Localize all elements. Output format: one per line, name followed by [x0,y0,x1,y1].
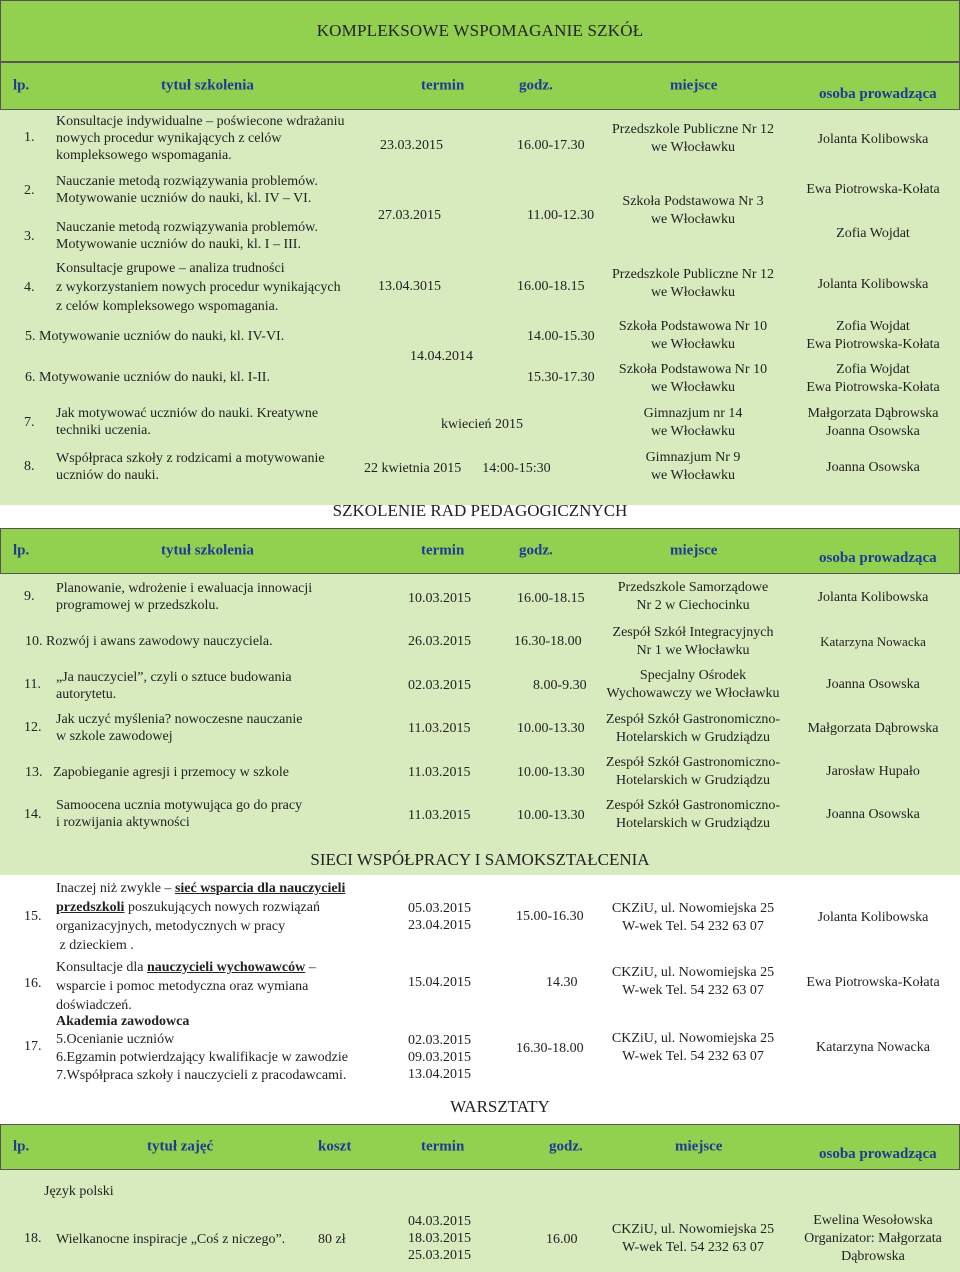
header-miejsce: miejsce [670,542,718,559]
row-person: Zofia Wojdat Ewa Piotrowska-Kołata [806,319,940,352]
row-time: 15.30-17.30 [527,370,595,385]
row-place: Szkoła Podstawowa Nr 10 we Włocławku [618,319,768,352]
row-number: 1. [24,130,35,145]
section-title-kompleksowe [0,0,960,62]
row-place: Zespół Szkół Gastronomiczno- Hotelarskich w Grudziądzu [605,798,781,831]
row-person: Ewelina Wesołowska Organizator: Małgorzata Dąbrowska [804,1213,942,1264]
row-title: Jak uczyć myślenia? nowoczesne nauczanie w szkole zawodowej [56,712,303,744]
row-number: 17. [24,1039,42,1054]
row-time: 16.00-17.30 [517,138,585,153]
row-title: Konsultacje grupowe – analiza trudności z wykorzystaniem nowych procedur wynikających z celów kompleksowego wspomagania. [56,261,341,314]
row-date: 04.03.2015 18.03.2015 25.03.2015 [408,1214,471,1263]
section-title-warsztaty: WARSZTATY [450,1097,550,1116]
row-place: Specjalny Ośrodek Wychowawczy we Włocławku [606,668,780,701]
row-date: kwiecień 2015 [441,417,524,432]
row-time: 15.00-16.30 [516,909,584,924]
row-date: 02.03.2015 09.03.2015 13.04.2015 [408,1033,471,1082]
row-number: 8. [24,459,35,474]
header-termin: termin [421,542,465,559]
row-place: Przedszkole Publiczne Nr 12 we Włocławku [611,267,775,300]
header-koszt: koszt [318,1138,352,1155]
row-date: 15.04.2015 [408,975,471,990]
row-place: CKZiU, ul. Nowomiejska 25 W-wek Tel. 54 232 63 07 [611,1222,775,1255]
row-time: 8.00-9.30 [533,678,587,693]
table-header [0,62,960,110]
header-miejsce: miejsce [670,77,718,94]
row-number: 4. [24,280,35,295]
row-date: 10.03.2015 [408,591,471,606]
row-number: 7. [24,415,35,430]
row-date: 02.03.2015 [408,678,471,693]
row-title: Konsultacje indywidualne – poświecone wdrażaniu nowych procedur wynikających z celów kompleksowego wspomagania. [56,114,345,163]
row-time: 10.00-13.30 [517,808,585,823]
row-person: Jolanta Kolibowska [817,277,929,292]
row-title: Planowanie, wdrożenie i ewaluacja innowacji programowej w przedszkolu. [56,581,313,613]
row-place: CKZiU, ul. Nowomiejska 25 W-wek Tel. 54 232 63 07 [611,1031,775,1064]
row-title: Współpraca szkoły z rodzicami a motywowanie uczniów do nauki. [56,451,325,483]
row-number: 11. [24,677,41,692]
section-title-sieci: SIECI WSPÓŁPRACY I SAMOKSZTAŁCENIA [0,839,960,875]
header-tytul: tytuł szkolenia [161,77,254,94]
header-osoba: osoba prowadząca [819,86,937,102]
row-person: Jolanta Kolibowska [817,132,929,147]
row-title: Akademia zawodowca 5.Ocenianie uczniów 6.Egzamin potwierdzający kwalifikacje w zawodzie 7.Współpraca szkoły i nauczycieli z pracodawcami. [56,1014,348,1083]
row-number: 9. [24,589,35,604]
row-title: Konsultacje dla nauczycieli wychowawców – wsparcie i pomoc metodyczna oraz wymiana doświadczeń. [56,960,316,1013]
row-person: Joanna Osowska [826,677,920,692]
row-person: Małgorzata Dąbrowska [807,721,939,736]
row-title: Samoocena ucznia motywująca go do pracy i rozwijania aktywności [56,798,303,830]
section-title-rady: SZKOLENIE RAD PEDAGOGICZNYCH [332,501,628,520]
row-date: 26.03.2015 [408,634,471,649]
row-number: 16. [24,976,42,991]
row-time: 16.30-18.00 [514,634,582,649]
row-person: Katarzyna Nowacka [820,634,926,649]
row-title: 13. Zapobieganie agresji i przemocy w szkole [25,765,289,780]
row-number: 12. [24,720,42,735]
row-title: 5. Motywowanie uczniów do nauki, kl. IV-VI. [25,329,285,344]
row-number: 14. [24,807,42,822]
row-time: 10.00-13.30 [517,721,585,736]
row-place: Gimnazjum Nr 9 we Włocławku [645,450,741,483]
header-osoba: osoba prowadząca [819,550,937,566]
row-date: 23.03.2015 [380,138,443,153]
table-header [0,528,960,574]
table-header [0,1124,960,1170]
row-title: 6. Motywowanie uczniów do nauki, kl. I-II. [25,370,270,385]
row-time: 16.30-18.00 [516,1041,584,1056]
row-number: 15. [24,909,42,924]
row-title: 10. Rozwój i awans zawodowy nauczyciela. [25,634,273,649]
row-title: Wielkanocne inspiracje „Coś z niczego”. [56,1232,286,1247]
row-person: Ewa Piotrowska-Kołata [806,975,940,990]
row-title: „Ja nauczyciel”, czyli o sztuce budowania autorytetu. [56,670,292,702]
row-time: 10.00-13.30 [517,765,585,780]
row-number: 18. [24,1231,42,1246]
row-date: 05.03.2015 23.04.2015 [408,901,471,933]
row-place: Szkoła Podstawowa Nr 3 we Włocławku [622,194,764,227]
row-time: 16.00-18.15 [517,591,585,606]
header-tytul: tytuł szkolenia [161,542,254,559]
row-time: 14.00-15.30 [527,329,595,344]
row-date-time: 22 kwietnia 2015 14:00-15:30 [364,461,551,476]
row-person: Zofia Wojdat Ewa Piotrowska-Kołata [806,362,940,395]
row-cost: 80 zł [318,1232,346,1247]
header-termin: termin [421,1138,465,1155]
row-date: 13.04.3015 [378,279,441,294]
row-person: Ewa Piotrowska-Kołata [806,182,940,197]
row-person: Jolanta Kolibowska [817,590,929,605]
row-date: 27.03.2015 [378,208,441,223]
row-title: Nauczanie metodą rozwiązywania problemów. Motywowanie uczniów do nauki, kl. IV – VI. [56,174,318,206]
section-title-text: KOMPLEKSOWE WSPOMAGANIE SZKÓŁ [316,21,644,40]
row-date: 14.04.2014 [410,349,473,364]
row-place: Zespół Szkół Gastronomiczno- Hotelarskich w Grudziądzu [605,755,781,788]
row-time: 14.30 [546,975,578,990]
row-person: Katarzyna Nowacka [816,1040,930,1055]
row-person: Małgorzata Dąbrowska Joanna Osowska [807,406,939,439]
header-godz: godz. [549,1138,583,1155]
row-title: Jak motywować uczniów do nauki. Kreatywne techniki uczenia. [56,406,319,438]
row-date: 11.03.2015 [408,808,471,823]
row-person: Joanna Osowska [826,460,920,475]
row-time: 11.00-12.30 [527,208,595,223]
row-person: Zofia Wojdat [836,226,910,241]
row-time: 16.00-18.15 [517,279,585,294]
header-osoba: osoba prowadząca [819,1146,937,1162]
row-date: 11.03.2015 [408,765,471,780]
row-date: 11.03.2015 [408,721,471,736]
header-miejsce: miejsce [675,1138,723,1155]
row-place: CKZiU, ul. Nowomiejska 25 W-wek Tel. 54 232 63 07 [611,901,775,934]
header-godz: godz. [519,77,553,94]
row-number: 3. [24,229,35,244]
row-number: 2. [24,183,35,198]
row-person: Jarosław Hupało [826,764,920,779]
header-tytul: tytuł zajęć [147,1138,214,1155]
header-lp: lp. [13,542,30,559]
row-place: CKZiU, ul. Nowomiejska 25 W-wek Tel. 54 232 63 07 [611,965,775,998]
header-lp: lp. [13,1138,30,1155]
row-place: Zespół Szkół Integracyjnych Nr 1 we Włocławku [612,625,774,658]
row-title: Inaczej niż zwykle – sieć wsparcia dla nauczycieli przedszkoli poszukujących nowych rozwiązań organizacyjnych, metodycznych w pracy z dzieckiem . [56,881,346,953]
row-time: 16.00 [546,1232,578,1247]
header-termin: termin [421,77,465,94]
subheading-jezyk-polski: Język polski [44,1184,114,1199]
header-godz: godz. [519,542,553,559]
row-place: Przedszkole Publiczne Nr 12 we Włocławku [611,122,775,155]
row-title: Nauczanie metodą rozwiązywania problemów. Motywowanie uczniów do nauki, kl. I – III. [56,220,318,252]
row-person: Jolanta Kolibowska [817,910,929,925]
row-place: Zespół Szkół Gastronomiczno- Hotelarskich w Grudziądzu [605,712,781,745]
row-person: Joanna Osowska [826,807,920,822]
header-lp: lp. [13,77,30,94]
row-place: Gimnazjum nr 14 we Włocławku [643,406,743,439]
row-place: Przedszkole Samorządowe Nr 2 w Ciechocinku [617,580,769,613]
row-place: Szkoła Podstawowa Nr 10 we Włocławku [618,362,768,395]
